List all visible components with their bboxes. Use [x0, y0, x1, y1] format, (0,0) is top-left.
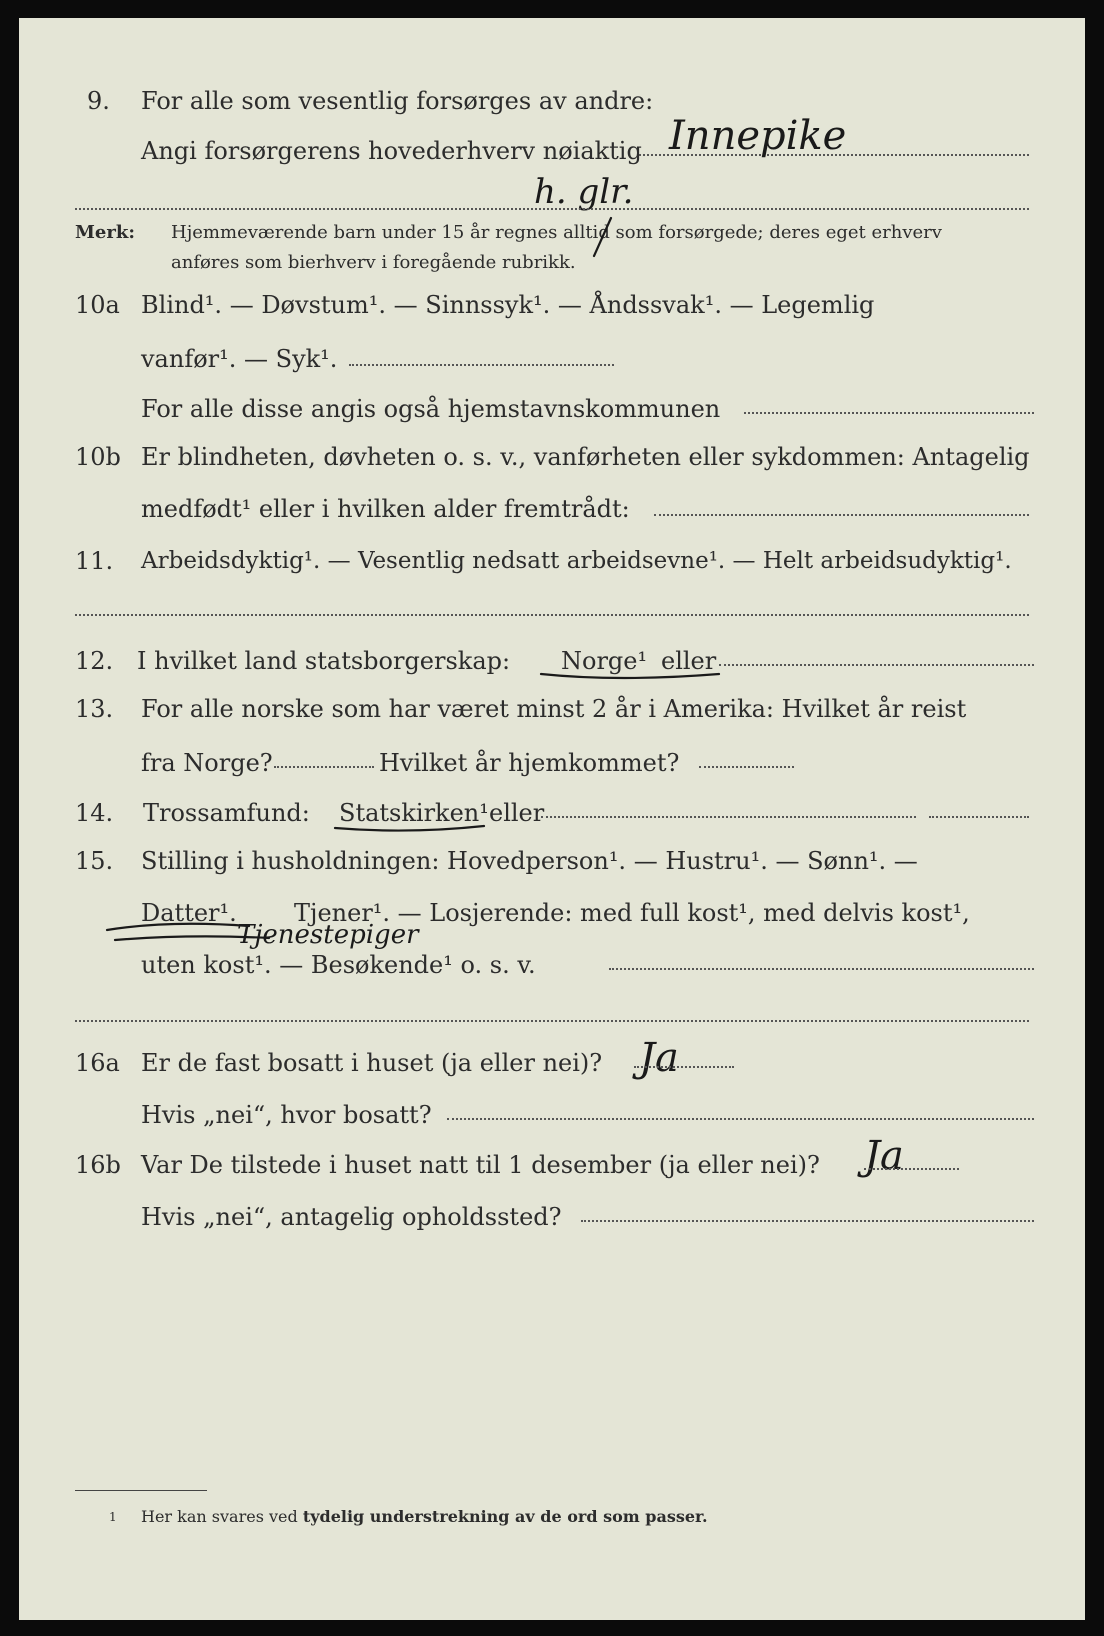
- q9-handwritten-answer2: h. glr.: [534, 172, 634, 212]
- ink-strokes: [19, 18, 1085, 1620]
- q10a-text-line2: vanfør¹. — Syk¹.: [141, 345, 338, 373]
- q16b-text-line2: Hvis „nei“, antagelig opholdssted?: [141, 1203, 562, 1231]
- ink-underline-norge: [541, 674, 719, 678]
- q16b-text-line1: Var De tilstede i huset natt til 1 desember (ja eller nei)?: [141, 1151, 820, 1179]
- q15-text-line2a: Datter¹.: [141, 899, 237, 927]
- q14-number: 14.: [75, 799, 114, 827]
- q15-text-line2b: Tjener¹. — Losjerende: med full kost¹, med delvis kost¹,: [294, 899, 970, 927]
- q11-number: 11.: [75, 547, 114, 575]
- q15-handwritten-note: Tjenestepiger: [237, 920, 419, 950]
- q15-text-line3: uten kost¹. — Besøkende¹ o. s. v.: [141, 951, 536, 979]
- q9-number: 9.: [87, 87, 110, 115]
- q16a-number: 16a: [75, 1049, 120, 1077]
- q13-text-line1: For alle norske som har været minst 2 år i Amerika: Hvilket år reist: [141, 695, 967, 723]
- q13-text-line2b: Hvilket år hjemkommet?: [379, 749, 680, 777]
- q15-number: 15.: [75, 847, 114, 875]
- q12-option-eller: eller: [661, 647, 717, 675]
- footnote-mark: 1: [109, 1510, 117, 1524]
- q10a-number: 10a: [75, 291, 120, 319]
- census-form-page: [19, 18, 1085, 1620]
- q9-handwritten-answer: Innepike: [669, 113, 847, 159]
- q13-number: 13.: [75, 695, 114, 723]
- merk-text-line1: Hjemmeværende barn under 15 år regnes alltid som forsørgede; deres eget erhverv: [171, 222, 942, 243]
- q13-text-line2a: fra Norge?: [141, 749, 273, 777]
- q10a-text-line3: For alle disse angis også hjemstavnskommunen: [141, 395, 721, 423]
- merk-label: Merk:: [75, 222, 135, 243]
- q15-text-line1: Stilling i husholdningen: Hovedperson¹. — Hustru¹. — Sønn¹. —: [141, 847, 918, 875]
- q12-number: 12.: [75, 647, 114, 675]
- q16b-handwritten-answer: Ja: [864, 1133, 904, 1179]
- q16a-text-line2: Hvis „nei“, hvor bosatt?: [141, 1101, 432, 1129]
- q14-option-statskirken: Statskirken¹: [339, 799, 489, 827]
- q16a-text-line1: Er de fast bosatt i huset (ja eller nei)?: [141, 1049, 603, 1077]
- q10a-text-line1: Blind¹. — Døvstum¹. — Sinnssyk¹. — Åndssvak¹. — Legemlig: [141, 291, 875, 319]
- merk-text-line2: anføres som bierhverv i foregående rubrikk.: [171, 252, 576, 273]
- ink-scribble-datter: [107, 924, 269, 940]
- footnote-text-bold: tydelig understrekning av de ord som passer.: [302, 1507, 708, 1526]
- q14-text: Trossamfund:: [143, 799, 310, 827]
- footnote-text-plain: Her kan svares ved: [141, 1507, 298, 1526]
- ink-mark-merk: [594, 218, 611, 256]
- q11-text: Arbeidsdyktig¹. — Vesentlig nedsatt arbeidsevne¹. — Helt arbeidsudyktig¹.: [141, 548, 1012, 574]
- q12-text: I hvilket land statsborgerskap:: [137, 647, 511, 675]
- q14-option-eller: eller: [489, 799, 545, 827]
- q9-text-line1: For alle som vesentlig forsørges av andre:: [141, 87, 654, 115]
- q16b-number: 16b: [75, 1151, 121, 1179]
- q10b-text-line1: Er blindheten, døvheten o. s. v., vanførheten eller sykdommen: Antagelig: [141, 443, 1030, 471]
- q10b-text-line2: medfødt¹ eller i hvilken alder fremtrådt:: [141, 495, 630, 523]
- q10b-number: 10b: [75, 443, 121, 471]
- q9-text-line2: Angi forsørgerens hovederhverv nøiaktig: [141, 137, 642, 165]
- q12-option-norge: Norge¹: [561, 647, 648, 675]
- q16a-handwritten-answer: Ja: [639, 1035, 679, 1081]
- ink-underline-statskirken: [335, 826, 484, 831]
